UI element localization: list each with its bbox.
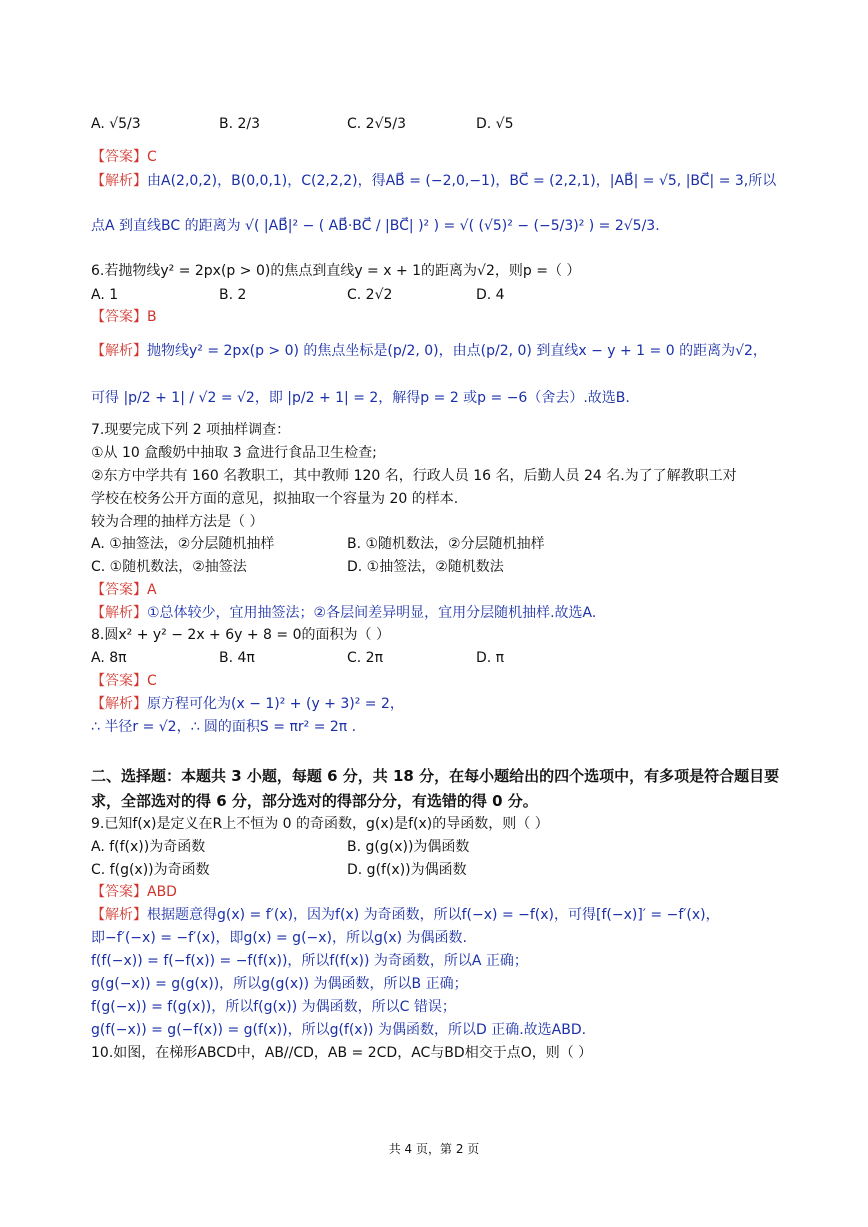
- q6-analysis-2: [91, 388, 630, 408]
- q6-answer: [91, 307, 157, 327]
- q9-stem: 9.已知f(x)是定义在R上不恒为 0 的奇函数，g(x)是f(x)的导函数，则（ ）: [91, 816, 549, 832]
- answer-tag: 【答案】: [91, 673, 147, 689]
- q8-answer: [91, 671, 157, 691]
- analysis-tag: 【解析】: [91, 173, 147, 189]
- q6-option-a: A. 1: [91, 287, 119, 303]
- q5-option-a: A. √5/3: [91, 116, 141, 132]
- q9-option-b: B. g(g(x))为偶函数: [347, 839, 470, 855]
- q7-item-1: ①从 10 盒酸奶中抽取 3 盒进行食品卫生检查;: [91, 445, 377, 461]
- answer-tag: 【答案】: [91, 582, 147, 598]
- answer-value: B: [147, 309, 157, 325]
- q7-option-b: B. ①随机数法，②分层随机抽样: [347, 536, 545, 552]
- q9-option-d: D. g(f(x))为偶函数: [347, 862, 467, 878]
- q7-analysis-1: [91, 603, 596, 623]
- answer-value: ABD: [147, 884, 177, 900]
- q6-stem: 6.若抛物线y² = 2px(p > 0)的焦点到直线y = x + 1的距离为√2，则p =（ ）: [91, 263, 581, 279]
- q7-stem: 7.现要完成下列 2 项抽样调查：: [91, 422, 291, 438]
- analysis-text: 原方程可化为(x − 1)² + (y + 3)² = 2，: [147, 696, 404, 712]
- analysis-tag: 【解析】: [91, 907, 147, 923]
- q9-analysis-5: [91, 997, 456, 1017]
- q6-analysis-1: [91, 341, 767, 361]
- analysis-text: g(f(−x)) = g(−f(x)) = g(f(x))，所以g(f(x)) 为偶函数，所以D 正确.故选ABD.: [91, 1022, 587, 1038]
- analysis-tag: 【解析】: [91, 696, 147, 712]
- q9-analysis-4: [91, 974, 468, 994]
- q7-item-2b: 学校在校务公开方面的意见，拟抽取一个容量为 20 的样本.: [91, 491, 459, 507]
- analysis-text: ①总体较少，宜用抽签法；②各层间差异明显，宜用分层随机抽样.故选A.: [147, 605, 597, 621]
- q8-analysis-2: [91, 717, 356, 737]
- analysis-text: 可得 |p/2 + 1| / √2 = √2，即 |p/2 + 1| = 2，解得p = 2 或p = −6（舍去）.故选B.: [91, 390, 630, 406]
- section-2-heading-line-2: 求，全部选对的得 6 分，部分选对的得部分分，有选错的得 0 分。: [91, 792, 538, 810]
- q6-option-d: D. 4: [476, 287, 505, 303]
- q5-option-d: D. √5: [476, 116, 514, 132]
- page-footer: 共 4 页，第 2 页: [388, 1142, 480, 1156]
- q7-option-d: D. ①抽签法，②随机数法: [347, 559, 504, 575]
- analysis-text: 即−f′(−x) = −f′(x)，即g(x) = g(−x)，所以g(x) 为偶函数.: [91, 930, 468, 946]
- q9-analysis-2: [91, 928, 467, 948]
- analysis-text: g(g(−x)) = g(g(x))，所以g(g(x)) 为偶函数，所以B 正确；: [91, 976, 468, 992]
- q8-option-a: A. 8π: [91, 650, 127, 666]
- q8-option-d: D. π: [476, 650, 505, 666]
- answer-tag: 【答案】: [91, 884, 147, 900]
- q5-answer: [91, 147, 157, 167]
- q9-option-c: C. f(g(x))为奇函数: [91, 862, 210, 878]
- q9-analysis-3: [91, 951, 528, 971]
- q7-option-c: C. ①随机数法，②抽签法: [91, 559, 247, 575]
- answer-value: A: [147, 582, 157, 598]
- analysis-text: 抛物线y² = 2px(p > 0) 的焦点坐标是(p/2, 0)，由点(p/2, 0) 到直线x − y + 1 = 0 的距离为√2，: [147, 343, 767, 359]
- answer-value: C: [147, 149, 157, 165]
- analysis-text: ∴ 半径r = √2，∴ 圆的面积S = πr² = 2π .: [91, 719, 357, 735]
- q6-option-b: B. 2: [219, 287, 247, 303]
- analysis-text: 点A 到直线BC 的距离为 √( |AB⃗|² − ( AB⃗·BC⃗ / |BC⃗| )² ) = √( (√5)² − (−5/3)² ) = 2√5/3.: [91, 218, 660, 234]
- q8-option-c: C. 2π: [347, 650, 384, 666]
- section-2-heading-line-1: 二、选择题：本题共 3 小题，每题 6 分，共 18 分，在每小题给出的四个选项中，有多项是符合题目要: [91, 767, 780, 785]
- analysis-text: 根据题意得g(x) = f′(x)，因为f(x) 为奇函数，所以f(−x) = −f(x)，可得[f(−x)]′ = −f′(x)，: [147, 907, 720, 923]
- q7-option-a: A. ①抽签法，②分层随机抽样: [91, 536, 275, 552]
- analysis-text: 由A(2,0,2)，B(0,0,1)，C(2,2,2)，得AB⃗ = (−2,0,−1)，BC⃗ = (2,2,1)，|AB⃗| = √5, |BC⃗| = 3,所以: [147, 173, 777, 189]
- analysis-text: f(g(−x)) = f(g(x))，所以f(g(x)) 为偶函数，所以C 错误；: [91, 999, 456, 1015]
- answer-tag: 【答案】: [91, 309, 147, 325]
- q5-analysis-1: [91, 171, 776, 191]
- q10-stem: 10.如图，在梯形ABCD中，AB//CD，AB = 2CD，AC与BD相交于点O，则（ ）: [91, 1045, 593, 1061]
- q9-answer: [91, 882, 177, 902]
- analysis-tag: 【解析】: [91, 605, 147, 621]
- q7-question: 较为合理的抽样方法是（ ）: [91, 514, 264, 530]
- analysis-tag: 【解析】: [91, 343, 147, 359]
- q8-option-b: B. 4π: [219, 650, 255, 666]
- q5-option-c: C. 2√5/3: [347, 116, 407, 132]
- q8-stem: 8.圆x² + y² − 2x + 6y + 8 = 0的面积为（ ）: [91, 627, 390, 643]
- answer-tag: 【答案】: [91, 149, 147, 165]
- q7-answer: [91, 580, 157, 600]
- q8-analysis-1: [91, 694, 404, 714]
- q9-option-a: A. f(f(x))为奇函数: [91, 839, 206, 855]
- q9-analysis-1: [91, 905, 720, 925]
- q6-option-c: C. 2√2: [347, 287, 393, 303]
- answer-value: C: [147, 673, 157, 689]
- q5-analysis-2: [91, 216, 660, 236]
- analysis-text: f(f(−x)) = f(−f(x)) = −f(f(x))，所以f(f(x)) 为奇函数，所以A 正确；: [91, 953, 528, 969]
- q5-option-b: B. 2/3: [219, 116, 261, 132]
- q7-item-2a: ②东方中学共有 160 名教职工，其中教师 120 名，行政人员 16 名，后勤人员 24 名.为了了解教职工对: [91, 468, 737, 484]
- q9-analysis-6: [91, 1020, 586, 1040]
